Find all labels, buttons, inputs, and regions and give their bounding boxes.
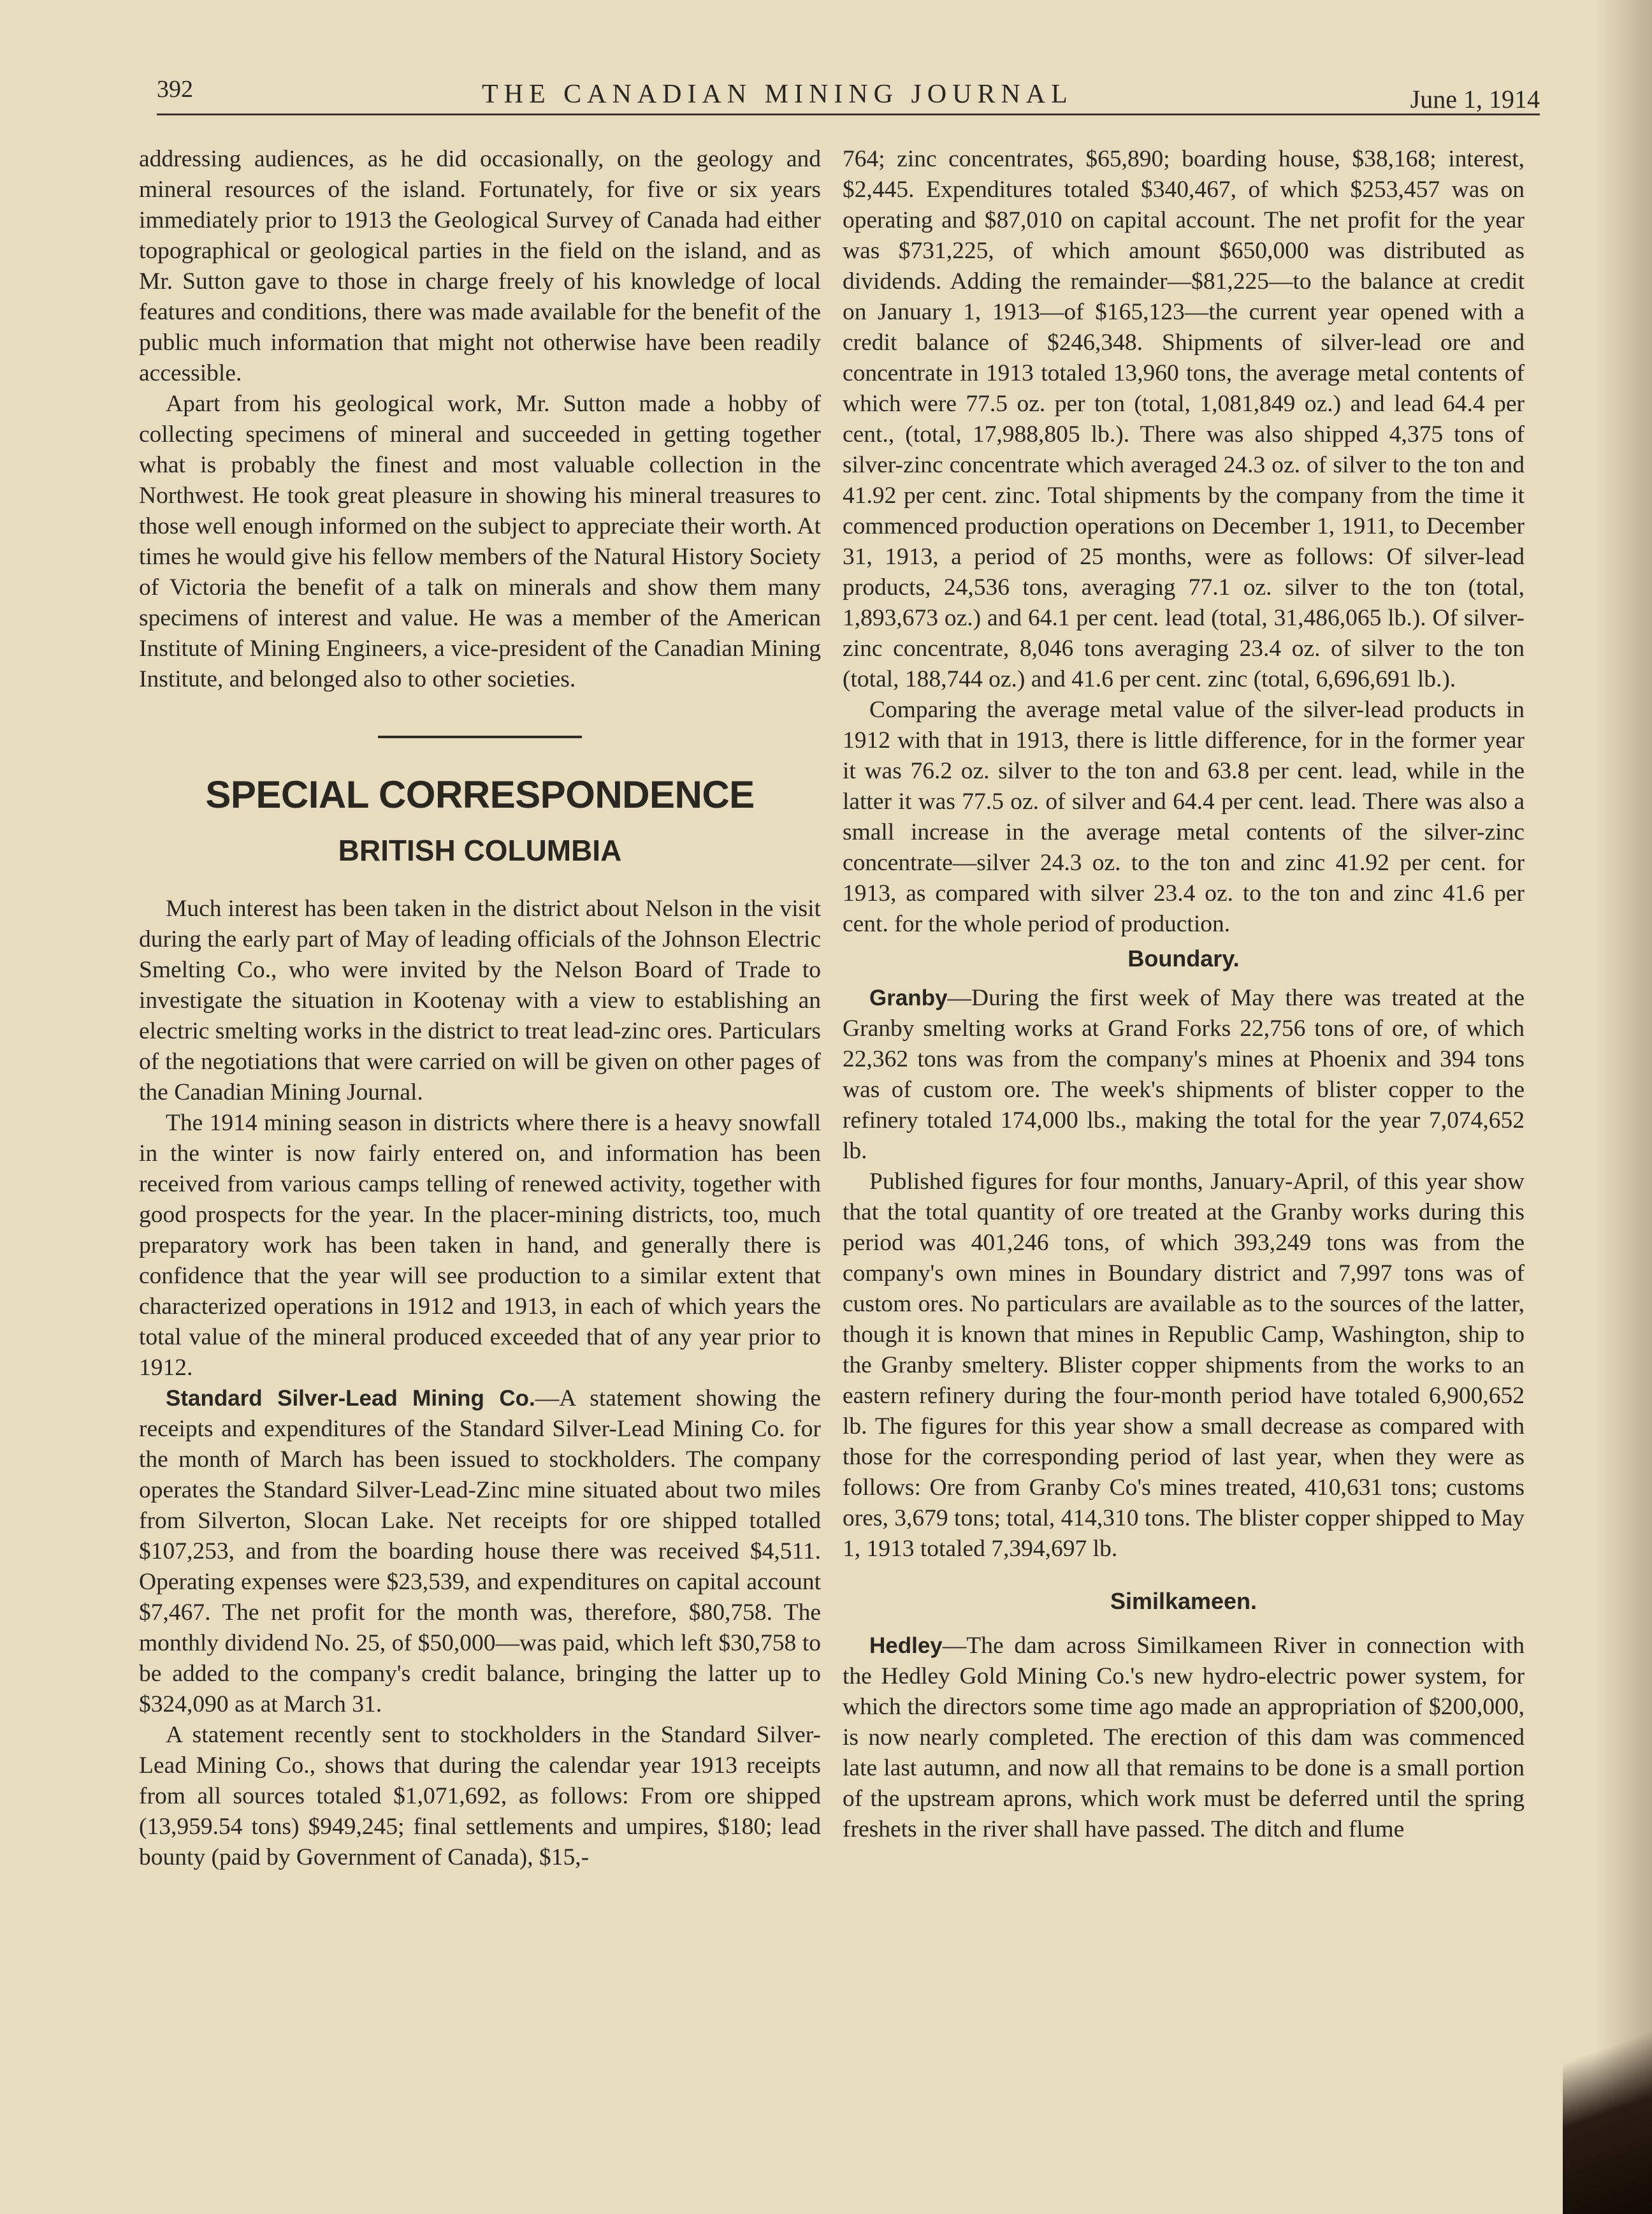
left-column	[139, 144, 821, 2120]
section-heading: SPECIAL CORRESPONDENCE	[205, 773, 755, 816]
page-corner-binding	[1563, 1985, 1652, 2214]
issue-date: June 1, 1914	[1410, 85, 1540, 113]
subsection-heading: BRITISH COLUMBIA	[338, 834, 622, 867]
paragraph-text: —During the first week of May there was treated at the Granby smelting works at Grand Forks 22,756 tons of ore, of which 22,362 tons was from the company's mines at Phoenix and 394 tons was of custom ore. The week's shipments of blister copper to the refinery totaled 174,000 lbs., making the total for the year 7,074,652 lb.	[843, 985, 1525, 1164]
paragraph: The 1914 mining season in districts where there is a heavy snowfall in the winter is now fairly entered on, and information has been received from various camps telling of renewed activity, together with good prospects for the year. In the placer-mining districts, too, much preparatory work has been taken in hand, and generally there is confidence that the year will see production to a similar extent that characterized operations in 1912 and 1913, in each of which years the total value of the mineral produced exceeded that of any year prior to 1912.	[139, 1110, 821, 1381]
paragraph-lead: Hedley	[869, 1633, 943, 1658]
paragraph: Apart from his geological work, Mr. Sutton made a hobby of collecting specimens of mineral and succeeded in getting together what is probably the finest and most valuable collection in the Northwest. He took great pleasure in showing his mineral treasures to those well enough informed on the subject to appreciate their worth. At times he would give his fellow members of the Natural History Society of Victoria the benefit of a talk on minerals and show them many specimens of interest and value. He was a member of the American Institute of Mining Engineers, a vice-president of the Canadian Mining Institute, and belonged also to other societies.	[139, 391, 821, 692]
header-rule	[157, 113, 1540, 115]
paragraph	[843, 1631, 1525, 1845]
paragraph-text: —The dam across Similkameen River in connection with the Hedley Gold Mining Co.'s new hydro-electric power system, for which the directors some time ago made an appropriation of $200,000, is now nearly completed. The erection of this dam was commenced late last autumn, and now all that remains to be done is a small portion of the upstream aprons, which work must be deferred until the spring freshets in the river shall have passed. The ditch and flume	[843, 1633, 1525, 1842]
paragraph: addressing audiences, as he did occasionally, on the geology and mineral resources of the island. Fortunately, for five or six years immediately prior to 1913 the Geological Survey of Canada had either topographical or geological parties in the field on the island, and as Mr. Sutton gave to those in charge freely of his knowledge of local features and conditions, there was made available for the benefit of the public much information that might not otherwise have been readily accessible.	[139, 146, 821, 386]
paragraph-text: —A statement showing the receipts and expenditures of the Standard Silver-Lead Mining Co. for the month of March has been issued to stockholders. The company operates the Standard Silver-Lead-Zinc mine situated about two miles from Silverton, Slocan Lake. Net receipts for ore shipped totalled $107,253, and from the boarding house there was received $4,511. Operating expenses were $23,539, and expenditures on capital account $7,467. The net profit for the month was, therefore, $80,758. The monthly dividend No. 25, of $50,000—was paid, which left $30,758 to be added to the company's credit balance, bringing the latter up to $324,090 as at March 31.	[139, 1385, 821, 1717]
page-number: 392	[157, 76, 193, 103]
district-heading: Boundary.	[1127, 945, 1240, 972]
section-divider	[378, 736, 582, 738]
right-column	[843, 144, 1525, 2120]
paragraph-lead: Standard Silver-Lead Mining Co.	[166, 1386, 535, 1411]
paragraph: Much interest has been taken in the district about Nelson in the visit during the early part of May of leading officials of the Johnson Electric Smelting Co., who were invited by the Nelson Board of Trade to investigate the situation in Kootenay with a view to establishing an electric smelting works in the district to treat lead-zinc ores. Particulars of the negotiations that were carried on will be given on other pages of the Canadian Mining Journal.	[139, 896, 821, 1105]
paragraph	[843, 983, 1525, 1167]
district-heading: Similkameen.	[1110, 1588, 1257, 1614]
paragraph-lead: Granby	[869, 986, 948, 1010]
paragraph: Published figures for four months, January-April, of this year show that the total quantity of ore treated at the Granby works during this period was 401,246 tons, of which 393,249 tons was from the company's own mines in Boundary district and 7,997 tons was of custom ores. No particulars are available as to the sources of the latter, though it is known that mines in Republic Camp, Washington, ship to the Granby smeltery. Blister copper shipments from the works to an eastern refinery during the four-month period have totaled 6,900,652 lb. The figures for this year show a small decrease as compared with those for the corresponding period of last year, when they were as follows: Ore from Granby Co's mines treated, 410,631 tons; customs ores, 3,679 tons; total, 414,310 tons. The blister copper shipped to May 1, 1913 totaled 7,394,697 lb.	[843, 1169, 1525, 1562]
paragraph: Comparing the average metal value of the silver-lead products in 1912 with that in 1913, there is little difference, for in the former year it was 76.2 oz. silver to the ton and 63.8 per cent. lead, while in the latter it was 77.5 oz. of silver and 64.4 per cent. lead. There was also a small increase in the average metal contents of the silver-zinc concentrate—silver 24.3 oz. to the ton and zinc 41.92 per cent. for 1913, as compared with silver 23.4 oz. to the ton and zinc 41.6 per cent. for the whole period of production.	[843, 697, 1525, 937]
paragraph: 764; zinc concentrates, $65,890; boarding house, $38,168; interest, $2,445. Expenditures totaled $340,467, of which $253,457 was on operating and $87,010 on capital account. The net profit for the year was $731,225, of which amount $650,000 was distributed as dividends. Adding the remainder—$81,225—to the balance at credit on January 1, 1913—of $165,123—the current year opened with a credit balance of $246,348. Shipments of silver-lead ore and concentrate in 1913 totaled 13,960 tons, the average metal contents of which were 77.5 oz. per ton (total, 1,081,849 oz.) and lead 64.4 per cent., (total, 17,988,805 lb.). There was also shipped 4,375 tons of silver-zinc concentrate which averaged 24.3 oz. of silver to the ton and 41.92 per cent. zinc. Total shipments by the company from the time it commenced production operations on December 1, 1911, to December 31, 1913, a period of 25 months, were as follows: Of silver-lead products, 24,536 tons, averaging 77.1 oz. silver to the ton (total, 1,893,673 oz.) and 64.1 per cent. lead (total, 31,486,065 lb.). Of silver-zinc concentrate, 8,046 tons averaging 23.4 oz. of silver to the ton (total, 188,744 oz.) and 41.6 per cent. zinc (total, 6,696,691 lb.).	[843, 146, 1525, 692]
paragraph	[139, 1383, 821, 1720]
page-spine-shadow	[1595, 0, 1652, 2214]
paragraph: A statement recently sent to stockholders in the Standard Silver-Lead Mining Co., shows that during the calendar year 1913 receipts from all sources totaled $1,071,692, as follows: From ore shipped (13,959.54 tons) $949,245; final settlements and umpires, $180; lead bounty (paid by Government of Canada), $15,-	[139, 1722, 821, 1870]
journal-title: THE CANADIAN MINING JOURNAL	[482, 80, 1073, 109]
